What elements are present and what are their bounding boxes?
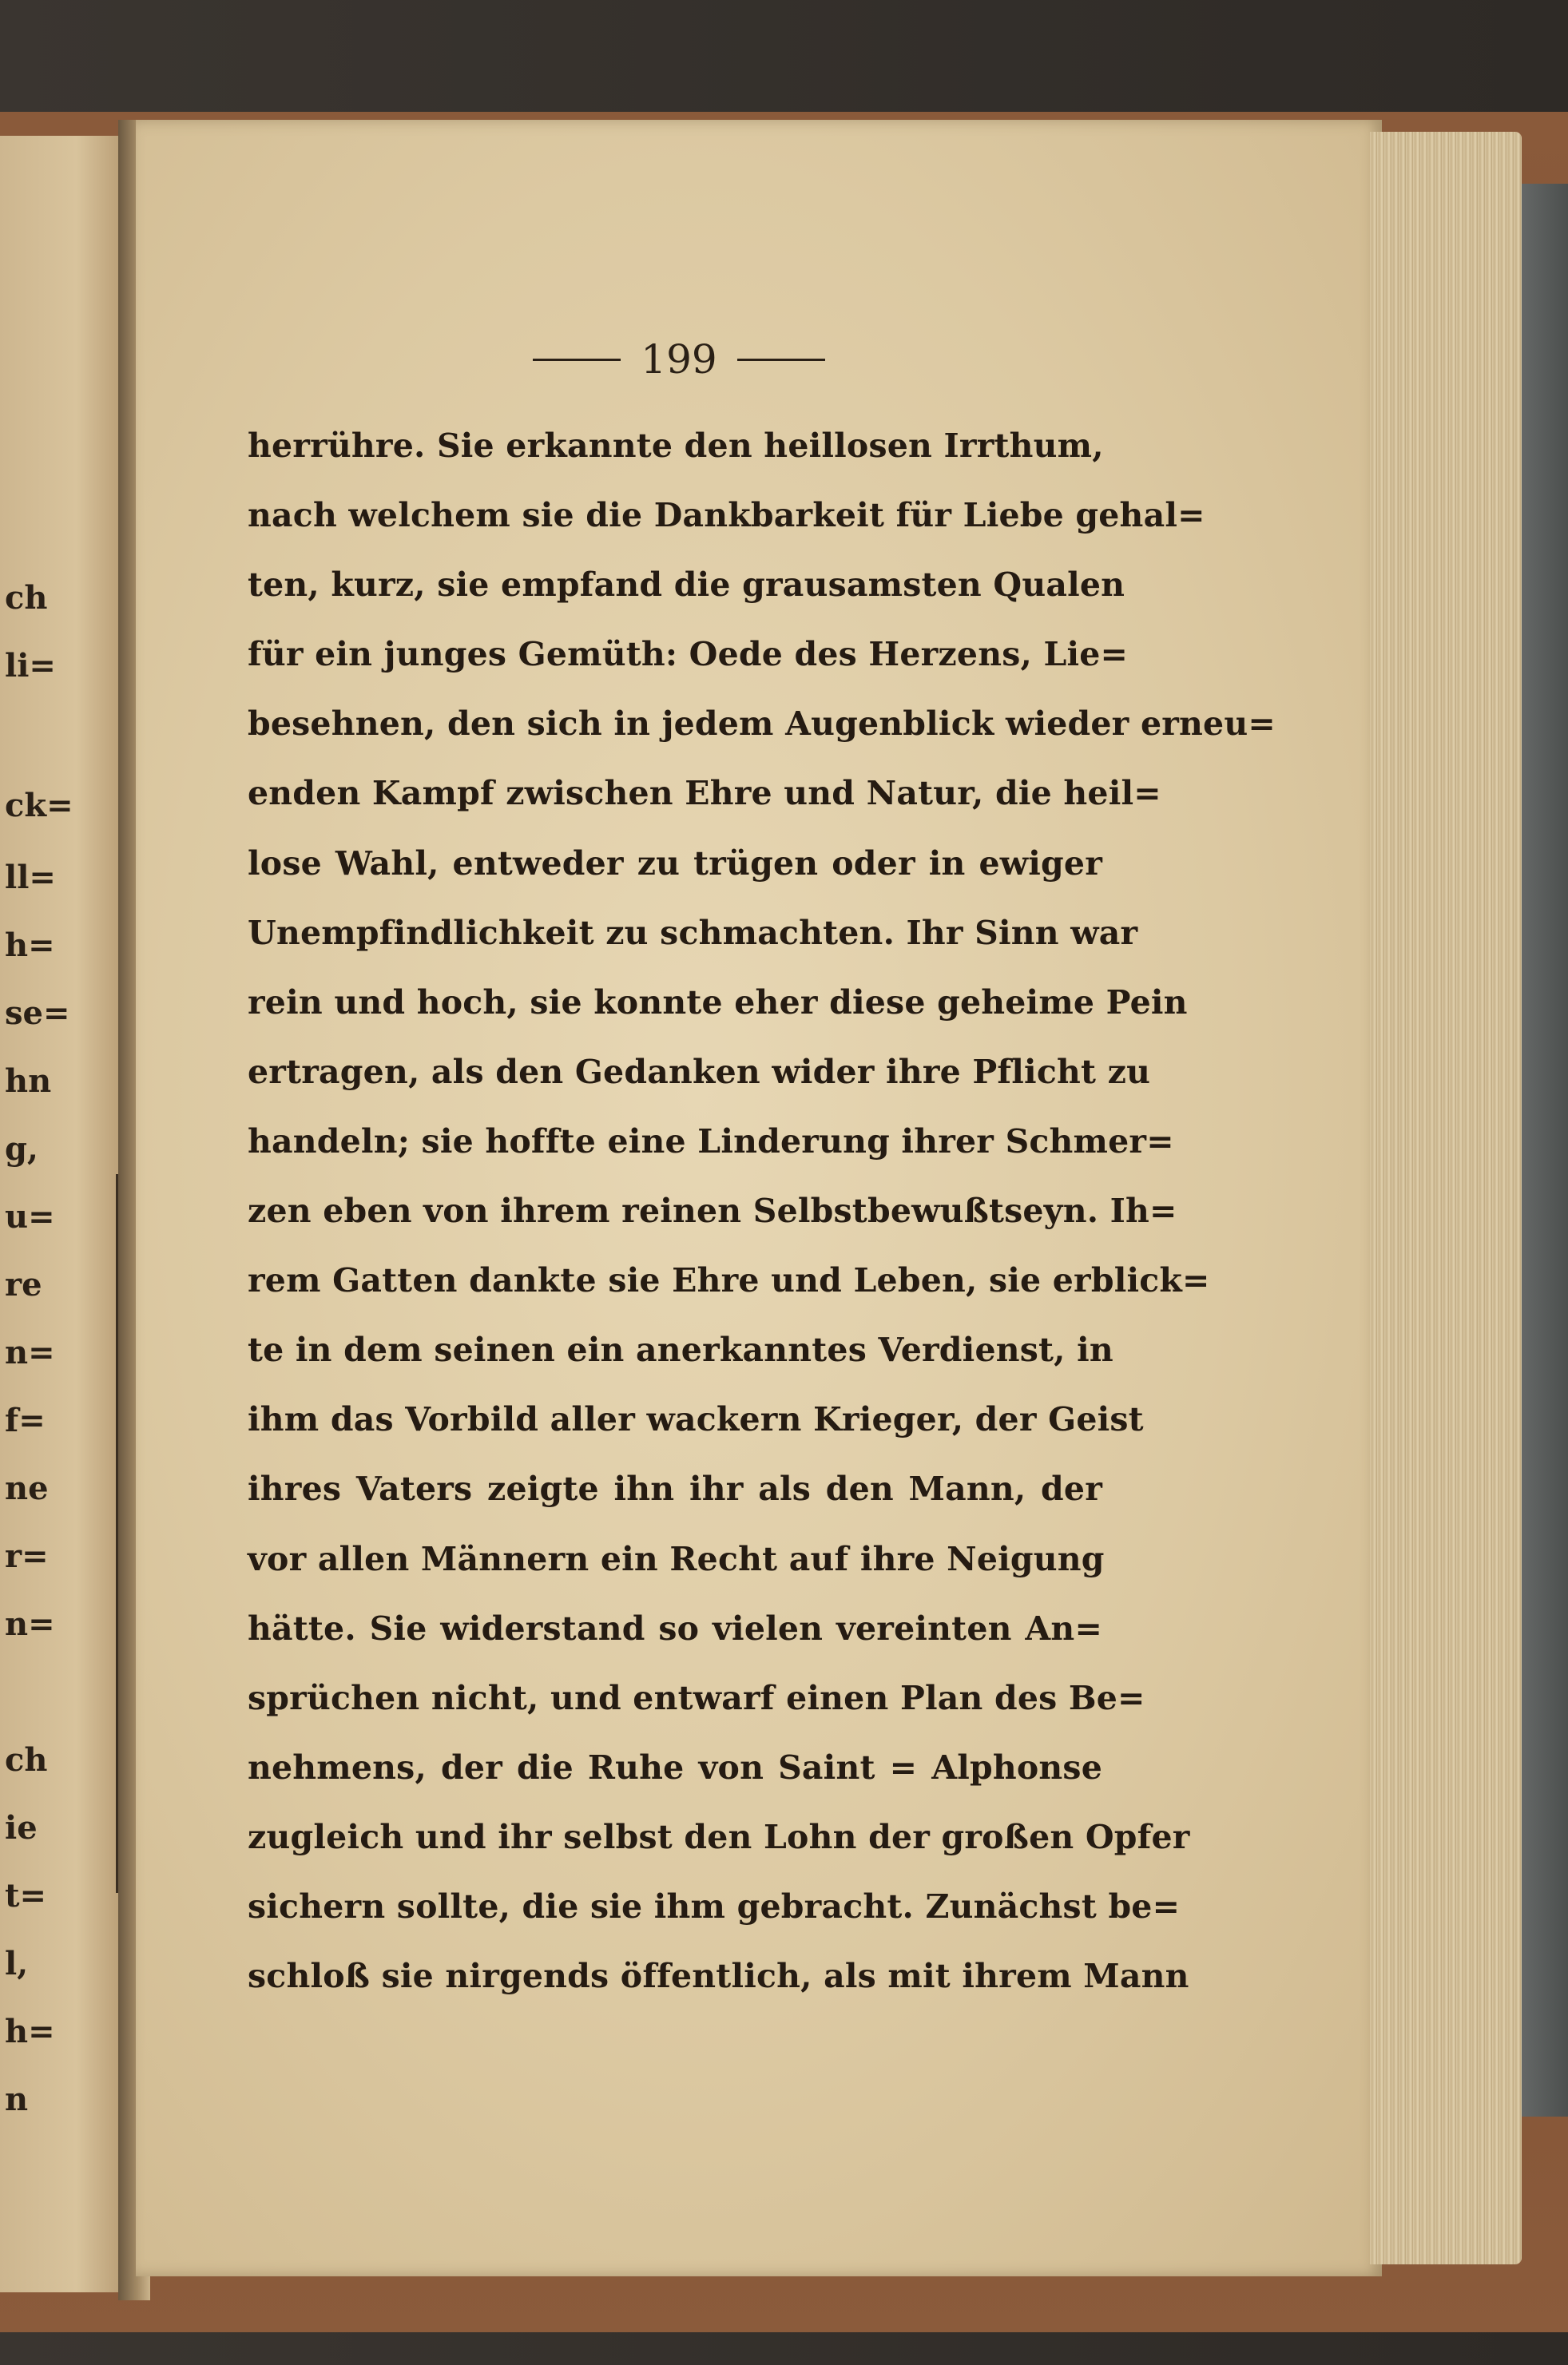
left-page (0, 136, 128, 2292)
text-line: nach welchem sie die Dankbarkeit für Liebe gehal= (248, 496, 1205, 535)
left-fragment: ne (5, 1470, 49, 1507)
page-body-text (248, 411, 1276, 2011)
text-line: lose Wahl, entweder zu trügen oder in ewiger (248, 843, 1102, 883)
text-line: rem Gatten dankte sie Ehre und Leben, sie erblick= (248, 1261, 1210, 1300)
text-line: Unempfindlichkeit zu schmachten. Ihr Sinn war (248, 913, 1138, 952)
left-fragment: n (5, 2081, 29, 2118)
left-page-text-fragments (0, 136, 128, 2292)
left-fragment: l, (5, 1945, 29, 1982)
text-line: ihres Vaters zeigte ihn ihr als den Mann, der (248, 1470, 1102, 1509)
left-fragment: g, (5, 1130, 38, 1168)
text-line: nehmens, der die Ruhe von Saint = Alphonse (248, 1748, 1102, 1787)
left-fragment: ie (5, 1809, 38, 1847)
left-fragment: n= (5, 1334, 55, 1371)
text-line: zugleich und ihr selbst den Lohn der großen Opfer (248, 1817, 1190, 1856)
text-line: handeln; sie hoffte eine Linderung ihrer Schmer= (248, 1121, 1174, 1161)
header-dash-left (533, 359, 621, 361)
left-fragment: h= (5, 927, 55, 964)
text-line: ertragen, als den Gedanken wider ihre Pflicht zu (248, 1052, 1151, 1091)
left-fragment: li= (5, 647, 56, 685)
left-fragment: se= (5, 994, 70, 1032)
left-fragment: hn (5, 1062, 52, 1100)
text-line: herrühre. Sie erkannte den heillosen Irrthum, (248, 427, 1104, 465)
text-line: sichern sollte, die sie ihm gebracht. Zunächst be= (248, 1887, 1181, 1926)
left-fragment: ch (5, 579, 48, 617)
page-fore-edge (1370, 132, 1522, 2264)
left-fragment: h= (5, 2013, 55, 2050)
left-fragment: ck= (5, 787, 73, 824)
text-line: für ein junges Gemüth: Oede des Herzens, Lie= (248, 635, 1129, 674)
header-dash-right (737, 359, 825, 361)
text-line: rein und hoch, sie konnte eher diese geheime Pein (248, 982, 1188, 1022)
text-line: ten, kurz, sie empfand die grausamsten Qualen (248, 565, 1125, 605)
text-line: zen eben von ihrem reinen Selbstbewußtseyn. Ih= (248, 1192, 1177, 1231)
text-line: ihm das Vorbild aller wackern Krieger, der Geist (248, 1400, 1144, 1439)
text-line: te in dem seinen ein anerkanntes Verdienst, in (248, 1331, 1113, 1370)
left-fragment: ch (5, 1741, 48, 1779)
left-fragment: ll= (5, 859, 56, 896)
page-number: 199 (641, 336, 717, 383)
left-fragment: r= (5, 1538, 49, 1575)
page-header (503, 327, 855, 391)
left-fragment: re (5, 1266, 42, 1304)
text-line: enden Kampf zwischen Ehre und Natur, die heil= (248, 774, 1161, 813)
left-fragment: n= (5, 1605, 55, 1643)
left-fragment: f= (5, 1402, 46, 1439)
text-line: schloß sie nirgends öffentlich, als mit ihrem Mann (248, 1957, 1189, 1996)
text-line: sprüchen nicht, und entwarf einen Plan des Be= (248, 1678, 1145, 1717)
text-line: besehnen, den sich in jedem Augenblick wieder erneu= (248, 704, 1276, 744)
text-line: hätte. Sie widerstand so vielen vereinten An= (248, 1609, 1102, 1648)
left-fragment: t= (5, 1877, 46, 1915)
left-fragment: u= (5, 1198, 55, 1236)
text-line: vor allen Männern ein Recht auf ihre Neigung (248, 1539, 1105, 1578)
